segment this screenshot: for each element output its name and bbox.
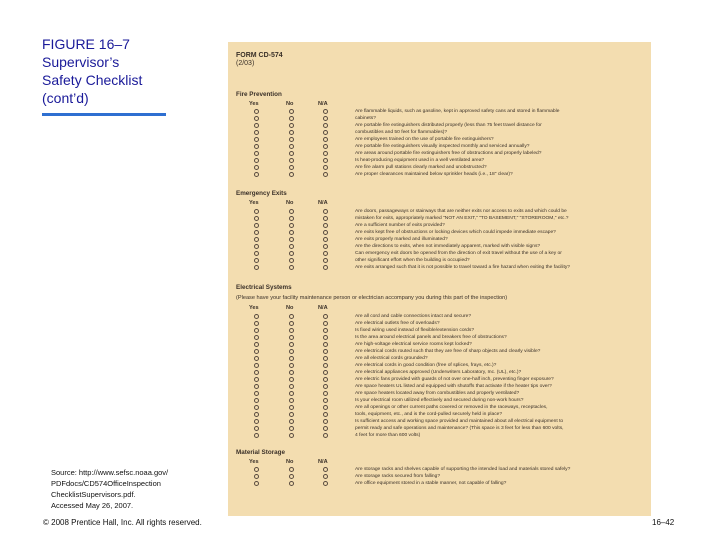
checklist-row [228,164,651,171]
radio-yes[interactable] [254,244,259,249]
radio-no[interactable] [289,109,294,114]
radio-na[interactable] [323,363,328,368]
checklist-row [228,411,651,418]
radio-no[interactable] [289,433,294,438]
checklist-question: Are exits kept free of obstructions or locking devices which could impede immediate escape? [355,230,556,235]
radio-no[interactable] [289,384,294,389]
checklist-row [228,404,651,411]
radio-na[interactable] [323,258,328,263]
checklist-question: Are portable fire extinguishers visually inspected monthly and serviced annually? [355,144,530,149]
radio-na[interactable] [323,116,328,121]
checklist-question: Can emergency exit doors be opened from the direction of exit travel without the use of a key or [355,251,562,256]
radio-na[interactable] [323,391,328,396]
checklist-row [228,215,651,222]
figure-title [42,35,182,107]
checklist-row [228,341,651,348]
radio-no[interactable] [289,158,294,163]
section-title-material-storage: Material Storage [236,449,285,456]
checklist-question: Are office equipment stored in a stable manner, not capable of falling? [355,481,507,486]
radio-yes[interactable] [254,349,259,354]
radio-no[interactable] [289,223,294,228]
radio-yes[interactable] [254,158,259,163]
checklist-row [228,425,651,432]
radio-no[interactable] [289,391,294,396]
checklist-question: permit ready and safe operations and maintenance? (This space is 3 feet for less than 600 volts, [355,426,564,431]
checklist-row [228,480,651,487]
radio-yes[interactable] [254,328,259,333]
checklist-question: Are high-voltage electrical service rooms kept locked? [355,342,472,347]
radio-yes[interactable] [254,405,259,410]
radio-no[interactable] [289,137,294,142]
checklist-question: Are electrical outlets free of overloads? [355,321,440,326]
checklist-question: mistaken for exits, appropriately marked "NOT AN EXIT," "TO BASEMENT," "STOREROOM," etc.? [355,216,569,221]
radio-no[interactable] [289,116,294,121]
checklist-question: Are employees trained on the use of portable fire extinguishers? [355,137,494,142]
radio-yes[interactable] [254,433,259,438]
checklist-row [228,136,651,143]
radio-na[interactable] [323,130,328,135]
figure-title-line: Safety Checklist [42,72,143,88]
radio-na[interactable] [323,216,328,221]
section-title-emergency-exits: Emergency Exits [236,190,287,197]
radio-na[interactable] [323,237,328,242]
radio-no[interactable] [289,377,294,382]
radio-yes[interactable] [254,237,259,242]
column-header-yes: Yes [249,200,259,206]
radio-no[interactable] [289,363,294,368]
radio-yes[interactable] [254,398,259,403]
radio-no[interactable] [289,328,294,333]
checklist-row [228,150,651,157]
checklist-question: Are all electrical cords grounded? [355,356,428,361]
radio-no[interactable] [289,165,294,170]
radio-yes[interactable] [254,342,259,347]
radio-no[interactable] [289,265,294,270]
radio-yes[interactable] [254,426,259,431]
radio-yes[interactable] [254,467,259,472]
radio-na[interactable] [323,165,328,170]
checklist-question: Are space heaters UL listed and equipped with shutoffs that activate if the heater tips over? [355,384,552,389]
checklist-row [228,122,651,129]
radio-na[interactable] [323,433,328,438]
figure-title-line: (cont’d) [42,90,89,106]
radio-no[interactable] [289,349,294,354]
form-date: (2/03) [236,60,255,67]
checklist-row [228,390,651,397]
checklist-question: Is the area around electrical panels and breakers free of obstructions? [355,335,507,340]
checklist-row [228,348,651,355]
radio-no[interactable] [289,230,294,235]
radio-no[interactable] [289,342,294,347]
checklist-row [228,362,651,369]
radio-yes[interactable] [254,321,259,326]
checklist-question: Is heat-producing equipment used in a well ventilated area? [355,158,485,163]
radio-yes[interactable] [254,391,259,396]
radio-na[interactable] [323,314,328,319]
checklist-question: Are electrical cords in good condition (free of splices, frays, etc.)? [355,363,497,368]
checklist-question: Is sufficient access and working space provided and maintained about all electrical equipment to [355,419,564,424]
radio-na[interactable] [323,172,328,177]
column-header-na: N/A [318,200,328,206]
checklist-question: Are exits properly marked and illuminated? [355,237,448,242]
radio-no[interactable] [289,244,294,249]
radio-na[interactable] [323,349,328,354]
radio-yes[interactable] [254,258,259,263]
radio-yes[interactable] [254,172,259,177]
radio-no[interactable] [289,356,294,361]
column-header-na: N/A [318,459,328,465]
radio-na[interactable] [323,328,328,333]
checklist-row [228,473,651,480]
checklist-row [228,327,651,334]
radio-yes[interactable] [254,335,259,340]
radio-na[interactable] [323,398,328,403]
radio-yes[interactable] [254,370,259,375]
checklist-row [228,236,651,243]
checklist-row [228,264,651,271]
source-line: Source: http://www.sefsc.noaa.gov/ [51,468,169,477]
column-header-no: No [286,101,294,107]
checklist-question: Are fire alarm pull stations clearly marked and unobstructed? [355,165,487,170]
page-number: 16–42 [652,518,675,527]
radio-na[interactable] [323,419,328,424]
radio-no[interactable] [289,130,294,135]
checklist-row [228,466,651,473]
radio-no[interactable] [289,151,294,156]
checklist-question: Are doors, passageways or stairways that are neither exits nor access to exits and which could be [355,209,567,214]
radio-yes[interactable] [254,165,259,170]
radio-no[interactable] [289,321,294,326]
radio-no[interactable] [289,251,294,256]
checklist-row [228,320,651,327]
checklist-row [228,369,651,376]
column-header-yes: Yes [249,459,259,465]
checklist-question: Are exits arranged such that it is not possible to travel toward a fire hazard when exiting the facility? [355,265,571,270]
radio-na[interactable] [323,144,328,149]
radio-yes[interactable] [254,412,259,417]
radio-no[interactable] [289,474,294,479]
radio-na[interactable] [323,377,328,382]
checklist-question: Are all openings or other current paths covered or removed in the raceways, receptacles, [355,405,548,410]
radio-no[interactable] [289,481,294,486]
radio-na[interactable] [323,412,328,417]
checklist-question: 4 feet for more than 600 volts) [355,433,421,438]
checklist-row [228,208,651,215]
radio-na[interactable] [323,123,328,128]
source-line: PDFdocs/CD574OfficeInspection [51,479,161,488]
radio-yes[interactable] [254,419,259,424]
radio-na[interactable] [323,467,328,472]
checklist-question: Is fixed wiring used instead of flexible/extension cords? [355,328,475,333]
radio-yes[interactable] [254,137,259,142]
radio-no[interactable] [289,412,294,417]
radio-no[interactable] [289,144,294,149]
radio-no[interactable] [289,398,294,403]
radio-no[interactable] [289,335,294,340]
column-header-yes: Yes [249,101,259,107]
radio-na[interactable] [323,405,328,410]
checklist-question: Are electric fans provided with guards of not over one-half inch, preventing finger exposure? [355,377,554,382]
checklist-question: Are a sufficient number of exits provided? [355,223,445,228]
radio-yes[interactable] [254,216,259,221]
checklist-row [228,376,651,383]
checklist-question: Are space heaters located away from combustibles and properly ventilated? [355,391,520,396]
radio-no[interactable] [289,258,294,263]
checklist-question: other significant effort when the building is occupied? [355,258,470,263]
checklist-question: Are proper clearances maintained below sprinkler heads (i.e., 18" clear)? [355,172,513,177]
checklist-question: Are storage racks secured from falling? [355,474,441,479]
checklist-row [228,229,651,236]
checklist-row [228,108,651,115]
radio-yes[interactable] [254,314,259,319]
checklist-row [228,334,651,341]
checklist-question: Are storage racks and shelves capable of supporting the intended load and materials stored safely? [355,467,571,472]
column-header-no: No [286,459,294,465]
checklist-row [228,397,651,404]
radio-yes[interactable] [254,356,259,361]
title-underline [42,113,166,116]
source-line: ChecklistSupervisors.pdf. [51,490,136,499]
checklist-question: Are flammable liquids, such as gasoline, kept in approved safety cans and stored in flammable [355,109,560,114]
radio-no[interactable] [289,237,294,242]
radio-na[interactable] [323,109,328,114]
radio-yes[interactable] [254,116,259,121]
checklist-question: tools, equipment, etc., and is the cord-pulled securely held in place? [355,412,503,417]
radio-no[interactable] [289,123,294,128]
checklist-question: cabinets? [355,116,376,121]
checklist-row [228,222,651,229]
section-title-electrical-systems: Electrical Systems [236,284,292,291]
checklist-row [228,383,651,390]
radio-no[interactable] [289,314,294,319]
checklist-row [228,243,651,250]
radio-yes[interactable] [254,144,259,149]
radio-na[interactable] [323,481,328,486]
column-header-no: No [286,305,294,311]
checklist-row [228,432,651,439]
radio-yes[interactable] [254,223,259,228]
column-header-na: N/A [318,305,328,311]
radio-na[interactable] [323,426,328,431]
radio-no[interactable] [289,419,294,424]
radio-na[interactable] [323,265,328,270]
checklist-question: Is your electrical room utilized effectively and secured during non-work hours? [355,398,524,403]
column-header-na: N/A [318,101,328,107]
column-header-yes: Yes [249,305,259,311]
radio-na[interactable] [323,342,328,347]
radio-no[interactable] [289,209,294,214]
radio-yes[interactable] [254,363,259,368]
form-identifier [236,52,283,68]
checklist-question: Are electrical appliances approved (Underwriters Laboratory, Inc. (UL), etc.)? [355,370,522,375]
checklist-question: Are the directions to exits, when not immediately apparent, marked with visible signs? [355,244,541,249]
radio-yes[interactable] [254,251,259,256]
checklist-question: Are all cord and cable connections intact and secure? [355,314,472,319]
checklist-row [228,418,651,425]
radio-yes[interactable] [254,109,259,114]
radio-yes[interactable] [254,384,259,389]
radio-yes[interactable] [254,265,259,270]
radio-no[interactable] [289,426,294,431]
radio-na[interactable] [323,230,328,235]
radio-yes[interactable] [254,130,259,135]
radio-na[interactable] [323,321,328,326]
radio-no[interactable] [289,405,294,410]
checklist-form [228,42,651,516]
checklist-question: Are electrical cords routed such that they are free of sharp objects and clearly visible? [355,349,541,354]
radio-na[interactable] [323,151,328,156]
radio-yes[interactable] [254,123,259,128]
radio-na[interactable] [323,251,328,256]
checklist-row [228,355,651,362]
checklist-row [228,313,651,320]
radio-na[interactable] [323,370,328,375]
radio-na[interactable] [323,356,328,361]
checklist-row [228,143,651,150]
radio-yes[interactable] [254,377,259,382]
checklist-row [228,115,651,122]
copyright-notice: © 2008 Prentice Hall, Inc. All rights reserved. [43,518,202,527]
radio-na[interactable] [323,335,328,340]
checklist-row [228,257,651,264]
figure-title-line: FIGURE 16–7 [42,36,130,52]
checklist-question: Are portable fire extinguishers distributed properly (less than 75 feet travel distance for [355,123,542,128]
checklist-row [228,129,651,136]
radio-no[interactable] [289,172,294,177]
radio-yes[interactable] [254,151,259,156]
radio-no[interactable] [289,467,294,472]
checklist-row [228,250,651,257]
radio-no[interactable] [289,216,294,221]
radio-yes[interactable] [254,474,259,479]
checklist-row [228,157,651,164]
radio-yes[interactable] [254,230,259,235]
radio-na[interactable] [323,384,328,389]
checklist-row [228,171,651,178]
radio-na[interactable] [323,244,328,249]
column-header-no: No [286,200,294,206]
section-title-fire-prevention: Fire Prevention [236,91,282,98]
form-number: FORM CD-574 [236,52,283,59]
figure-title-line: Supervisor’s [42,54,120,70]
radio-na[interactable] [323,223,328,228]
radio-yes[interactable] [254,481,259,486]
source-line: Accessed May 26, 2007. [51,501,134,510]
radio-na[interactable] [323,474,328,479]
source-citation [51,467,221,511]
radio-na[interactable] [323,158,328,163]
radio-na[interactable] [323,209,328,214]
radio-yes[interactable] [254,209,259,214]
checklist-question: Are areas around portable fire extinguishers free of obstructions and properly labeled? [355,151,542,156]
radio-no[interactable] [289,370,294,375]
checklist-question: combustibles and 50 feet for flammables)? [355,130,448,135]
radio-na[interactable] [323,137,328,142]
section-note: (Please have your facility maintenance person or electrician accompany you during this part of the inspection) [236,295,508,301]
